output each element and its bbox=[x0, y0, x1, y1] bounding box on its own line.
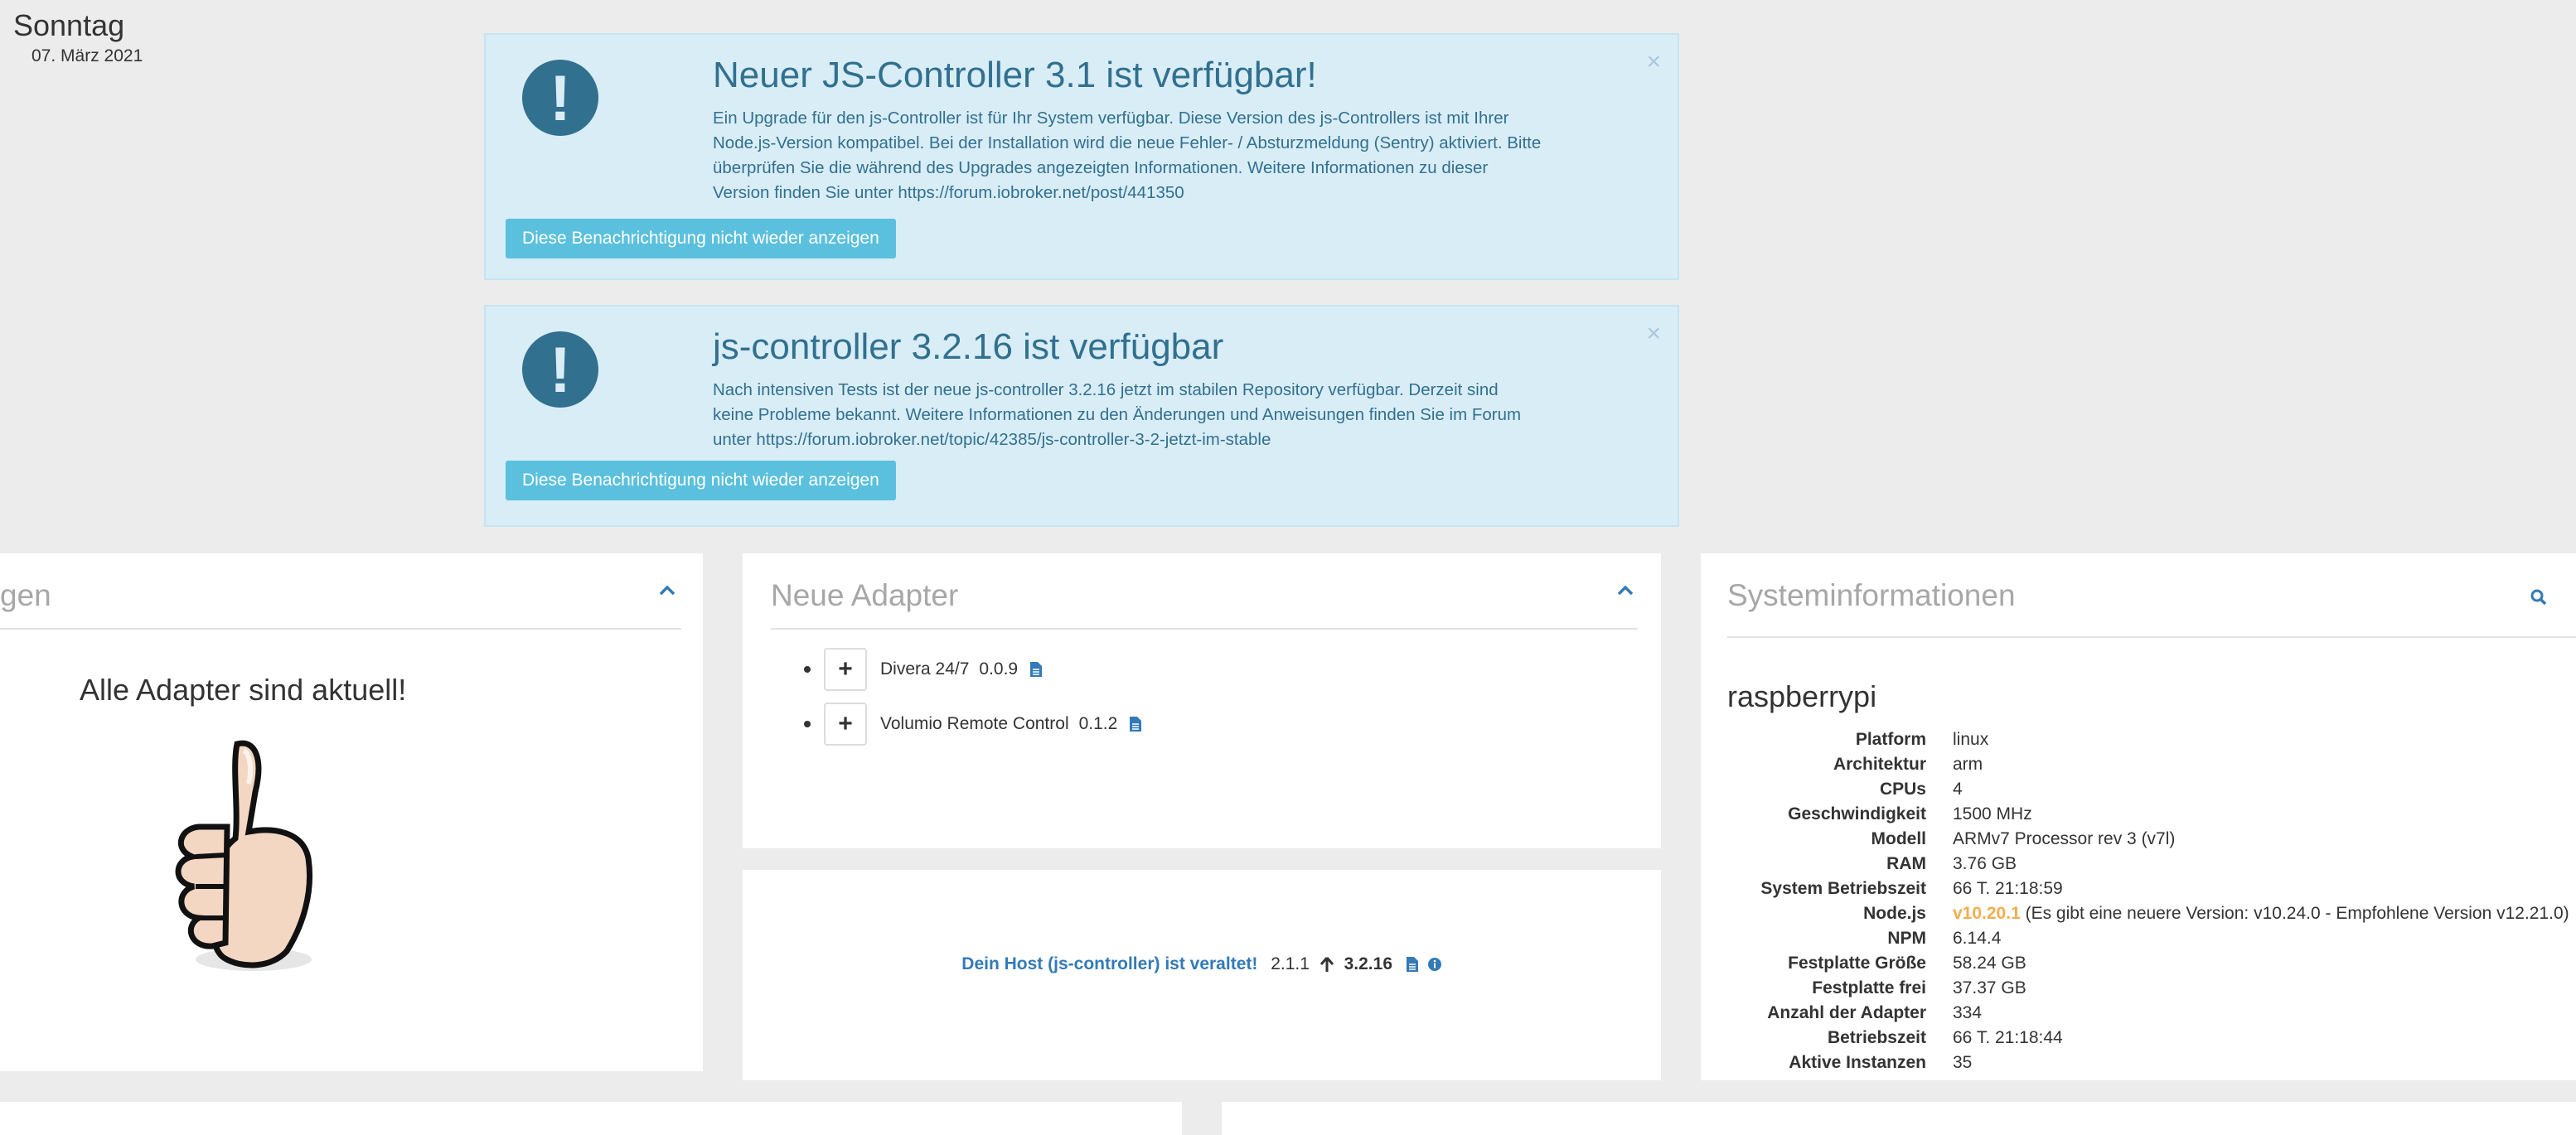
divider bbox=[771, 628, 1638, 630]
dismiss-notification-button[interactable]: Diese Benachrichtigung nicht wieder anzeigen bbox=[506, 219, 896, 258]
info-value bbox=[1953, 852, 2017, 877]
close-icon[interactable]: × bbox=[1646, 48, 1661, 75]
info-value-note: (Es gibt eine neuere Version: v10.24.0 - Empfohlene Version v12.21.0) bbox=[2020, 904, 2569, 923]
info-key: Festplatte Größe bbox=[1788, 954, 1926, 973]
info-value bbox=[1953, 777, 1963, 802]
table-row bbox=[1701, 1050, 2576, 1075]
add-adapter-button[interactable]: + bbox=[824, 648, 867, 691]
info-value bbox=[1953, 976, 2026, 1001]
bottom-panel-left bbox=[0, 1102, 1182, 1135]
document-icon[interactable] bbox=[1406, 956, 1419, 973]
info-key: Festplatte frei bbox=[1812, 978, 1926, 997]
info-value bbox=[1953, 727, 1988, 752]
exclamation-icon: ! bbox=[522, 60, 598, 136]
adapter-version: 0.0.9 bbox=[979, 659, 1019, 679]
updates-panel bbox=[0, 553, 703, 1071]
add-adapter-button[interactable]: + bbox=[824, 703, 867, 746]
available-version: 3.2.16 bbox=[1344, 954, 1392, 973]
info-value bbox=[1953, 901, 2569, 926]
table-row bbox=[1701, 827, 2576, 852]
info-key: Platform bbox=[1855, 730, 1926, 749]
table-row bbox=[1701, 877, 2576, 901]
system-info-panel bbox=[1701, 553, 2576, 1080]
info-value-text: 4 bbox=[1953, 780, 1963, 799]
info-key: RAM bbox=[1886, 854, 1926, 873]
info-key: NPM bbox=[1887, 929, 1926, 948]
table-row bbox=[1701, 976, 2576, 1001]
system-info-title: Systeminformationen bbox=[1727, 578, 2016, 612]
list-item bbox=[804, 646, 1043, 693]
adapter-version: 0.1.2 bbox=[1078, 714, 1118, 733]
notification-text: Ein Upgrade für den js-Controller ist für Ihr System verfügbar. Diese Version des js-Controllers ist mit Ihrer Node.js-Version kompatibel. Bei der Installation wird die neue Fehler- / Absturzmeldung (Sentry) aktiviert. Bitte überprüfen Sie die während des Upgrades angezeigten Informationen. Weitere Informationen zu dieser Version finden Sie unter https://forum.iobroker.net/post/441350 bbox=[713, 109, 1542, 202]
info-value bbox=[1953, 877, 2063, 901]
date-header bbox=[13, 8, 143, 66]
dismiss-notification-button[interactable]: Diese Benachrichtigung nicht wieder anzeigen bbox=[506, 461, 896, 500]
list-item bbox=[804, 701, 1142, 747]
host-status-panel bbox=[743, 870, 1661, 1080]
system-info-table bbox=[1701, 727, 2576, 1075]
table-row bbox=[1701, 901, 2576, 926]
info-value bbox=[1953, 951, 2026, 976]
info-key: Modell bbox=[1871, 829, 1926, 848]
table-row bbox=[1701, 752, 2576, 777]
updates-panel-title: gen bbox=[0, 578, 51, 612]
close-icon[interactable]: × bbox=[1646, 320, 1661, 347]
info-value-text: 66 T. 21:18:59 bbox=[1953, 879, 2063, 898]
date-label: 07. März 2021 bbox=[31, 46, 143, 65]
table-row bbox=[1701, 727, 2576, 752]
table-row bbox=[1701, 802, 2576, 827]
info-key: Node.js bbox=[1863, 904, 1926, 923]
host-outdated-message[interactable]: Dein Host (js-controller) ist veraltet! bbox=[961, 954, 1258, 973]
info-value-text: 35 bbox=[1953, 1053, 1973, 1072]
info-value bbox=[1953, 1001, 1982, 1026]
notification-text: Nach intensiven Tests ist der neue js-controller 3.2.16 jetzt im stabilen Repository verfügbar. Derzeit sind keine Probleme bekannt. Weitere Informationen zu den Änderungen und Anweisungen finden Sie im Forum unter https://forum.iobroker.net/topic/42385/js-controller-3-2-jetzt-im-stable bbox=[713, 380, 1522, 449]
table-row bbox=[1701, 1001, 2576, 1026]
info-value-text: 334 bbox=[1953, 1003, 1983, 1022]
info-key: Architektur bbox=[1833, 755, 1926, 774]
chevron-up-icon[interactable] bbox=[658, 582, 676, 600]
info-value-text: 66 T. 21:18:44 bbox=[1953, 1028, 2063, 1047]
info-key: Anzahl der Adapter bbox=[1767, 1003, 1926, 1022]
info-value-text: 37.37 GB bbox=[1953, 978, 2026, 997]
info-value bbox=[1953, 827, 2175, 852]
table-row bbox=[1701, 852, 2576, 877]
hostname: raspberrypi bbox=[1727, 679, 1877, 713]
all-up-to-date-message: Alle Adapter sind aktuell! bbox=[80, 673, 407, 707]
table-row bbox=[1701, 1026, 2576, 1050]
notification-title: Neuer JS-Controller 3.1 ist verfügbar! bbox=[713, 55, 1317, 95]
table-row bbox=[1701, 951, 2576, 976]
divider bbox=[0, 628, 681, 630]
document-icon[interactable] bbox=[1029, 661, 1043, 678]
info-value-text: linux bbox=[1953, 730, 1989, 749]
info-value-text: arm bbox=[1953, 755, 1983, 774]
info-value-text: 3.76 GB bbox=[1953, 854, 2017, 873]
bullet bbox=[804, 721, 811, 727]
table-row bbox=[1701, 777, 2576, 802]
info-key: Betriebszeit bbox=[1827, 1028, 1926, 1047]
bullet bbox=[804, 666, 811, 673]
installed-version: 2.1.1 bbox=[1271, 954, 1310, 973]
info-value bbox=[1953, 1026, 2063, 1050]
adapter-name: Volumio Remote Control bbox=[880, 714, 1069, 733]
day-label: Sonntag bbox=[13, 8, 125, 42]
info-value bbox=[1953, 1050, 1972, 1075]
info-key: Aktive Instanzen bbox=[1789, 1053, 1926, 1072]
adapter-list bbox=[804, 646, 1550, 762]
arrow-up-icon bbox=[1319, 956, 1334, 973]
info-value-text: v10.20.1 bbox=[1953, 904, 2021, 923]
search-icon[interactable] bbox=[2530, 588, 2548, 606]
table-row bbox=[1701, 926, 2576, 951]
info-value-text: 6.14.4 bbox=[1953, 929, 2002, 948]
exclamation-icon: ! bbox=[522, 331, 598, 408]
notification-title: js-controller 3.2.16 ist verfügbar bbox=[713, 326, 1224, 367]
host-status-line bbox=[743, 954, 1661, 974]
new-adapters-panel bbox=[743, 553, 1661, 848]
thumbs-up-icon bbox=[162, 734, 337, 983]
info-value-text: ARMv7 Processor rev 3 (v7l) bbox=[1953, 829, 2176, 848]
info-value bbox=[1953, 752, 1983, 777]
notification-js-controller-3-2-16 bbox=[484, 305, 1679, 527]
info-value-text: 58.24 GB bbox=[1953, 954, 2026, 973]
bottom-panel-right bbox=[1222, 1102, 2576, 1135]
info-key: System Betriebszeit bbox=[1760, 879, 1926, 898]
new-adapters-title: Neue Adapter bbox=[771, 578, 959, 612]
notification-js-controller-3-1 bbox=[484, 33, 1679, 280]
info-icon[interactable] bbox=[1427, 957, 1442, 972]
divider bbox=[1727, 636, 2576, 638]
info-key: Geschwindigkeit bbox=[1788, 804, 1926, 823]
info-value bbox=[1953, 926, 2001, 951]
chevron-up-icon[interactable] bbox=[1616, 582, 1634, 600]
info-value bbox=[1953, 802, 2032, 827]
info-value-text: 1500 MHz bbox=[1953, 804, 2032, 823]
adapter-name: Divera 24/7 bbox=[880, 659, 970, 679]
info-key: CPUs bbox=[1879, 780, 1926, 799]
document-icon[interactable] bbox=[1129, 716, 1142, 732]
